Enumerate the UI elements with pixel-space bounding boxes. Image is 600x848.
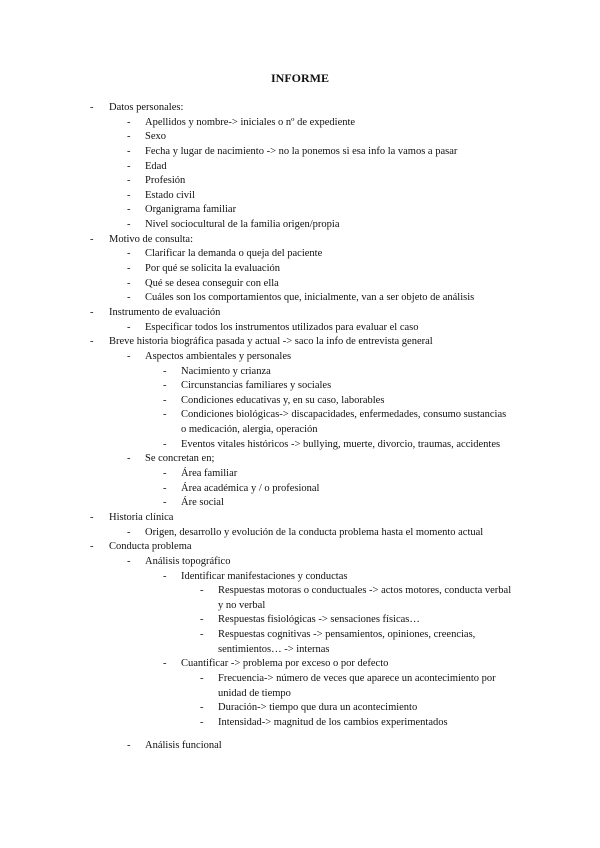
outline-item (0, 584, 600, 599)
outline-item-text: Breve historia biográfica pasada y actual -> saco la info de entrevista general (109, 336, 433, 348)
outline-item-text: Aspectos ambientales y personales (145, 350, 292, 362)
outline-item (0, 247, 600, 262)
outline-item (0, 716, 600, 731)
outline-item-text: Profesión (145, 175, 186, 187)
outline-item-text: Qué se desea conseguir con ella (145, 277, 279, 289)
outline-item-text: Motivo de consulta: (109, 233, 193, 245)
outline-item-text: Análisis funcional (145, 739, 222, 751)
outline-item-text: y no verbal (218, 599, 266, 611)
bullet-dash: - (127, 248, 131, 260)
outline-item (0, 511, 600, 526)
outline-item-text: Respuestas motoras o conductuales -> actos motores, conducta verbal (218, 585, 512, 597)
outline-item (0, 394, 600, 409)
outline-item-text: Historia clínica (109, 511, 174, 523)
bullet-dash: - (90, 541, 94, 553)
bullet-dash: - (127, 277, 131, 289)
outline-item (0, 189, 600, 204)
outline-item-text: Área académica y / o profesional (181, 482, 320, 494)
bullet-dash: - (90, 306, 94, 318)
document-body (0, 101, 600, 753)
outline-item (0, 174, 600, 189)
document-title: INFORME (271, 71, 329, 85)
outline-item (0, 452, 600, 467)
bullet-dash: - (163, 468, 167, 480)
outline-item (0, 687, 600, 702)
outline-item-text: Sexo (145, 131, 166, 143)
outline-item-text: Circunstancias familiares y sociales (181, 380, 332, 392)
outline-item (0, 145, 600, 160)
bullet-dash: - (200, 672, 204, 684)
outline-item (0, 116, 600, 131)
outline-item-text: Instrumento de evaluación (109, 306, 221, 318)
outline-item (0, 438, 600, 453)
bullet-dash: - (127, 204, 131, 216)
outline-item (0, 657, 600, 672)
outline-item (0, 203, 600, 218)
bullet-dash: - (127, 321, 131, 333)
outline-item-text: Organigrama familiar (145, 204, 237, 216)
outline-item (0, 408, 600, 423)
outline-item-text: Se concretan en; (145, 453, 215, 465)
bullet-dash: - (200, 614, 204, 626)
outline-item (0, 101, 600, 116)
outline-item-text: Frecuencia-> número de veces que aparece un acontecimiento por (218, 672, 496, 684)
outline-item-text: Identificar manifestaciones y conductas (181, 570, 348, 582)
outline-item (0, 482, 600, 497)
outline-item-text: Condiciones biológicas-> discapacidades, enfermedades, consumo sustancias (181, 409, 507, 421)
outline-item-text: Por qué se solicita la evaluación (145, 263, 280, 275)
outline-item-text: unidad de tiempo (218, 687, 291, 699)
outline-item (0, 643, 600, 658)
bullet-dash: - (127, 219, 131, 231)
outline-item (0, 555, 600, 570)
outline-item-text: Áre social (181, 497, 224, 509)
outline-item-text: Condiciones educativas y, en su caso, laborables (181, 394, 385, 406)
outline-item-text: Área familiar (181, 468, 238, 480)
bullet-dash: - (127, 292, 131, 304)
bullet-dash: - (127, 116, 131, 128)
bullet-dash: - (127, 175, 131, 187)
outline-item-text: Intensidad-> magnitud de los cambios experimentados (218, 716, 448, 728)
outline-item-text: Estado civil (145, 189, 195, 201)
outline-item (0, 218, 600, 233)
outline-item-text: Edad (145, 160, 167, 172)
outline-item (0, 423, 600, 438)
outline-item (0, 628, 600, 643)
outline-item (0, 672, 600, 687)
bullet-dash: - (200, 585, 204, 597)
outline-item-text: o medicación, alergia, operación (181, 424, 318, 436)
bullet-dash: - (127, 526, 131, 538)
outline-item (0, 335, 600, 350)
outline-item-text: Eventos vitales históricos -> bullying, muerte, divorcio, traumas, accidentes (181, 438, 501, 450)
outline-item (0, 262, 600, 277)
outline-item-text: sentimientos… -> internas (218, 643, 330, 655)
outline-item-text: Nivel sociocultural de la familia origen/propia (145, 219, 340, 231)
bullet-dash: - (163, 438, 167, 450)
bullet-dash: - (163, 570, 167, 582)
outline-item (0, 233, 600, 248)
bullet-dash: - (127, 739, 131, 751)
bullet-dash: - (163, 482, 167, 494)
outline-item-text: Análisis topográfico (145, 555, 231, 567)
outline-item-text: Fecha y lugar de nacimiento -> no la ponemos si esa info la vamos a pasar (145, 145, 458, 157)
bullet-dash: - (90, 336, 94, 348)
outline-item-text: Datos personales: (109, 102, 184, 113)
outline-item-text: Especificar todos los instrumentos utilizados para evaluar el caso (145, 321, 419, 333)
outline-item (0, 365, 600, 380)
bullet-dash: - (127, 263, 131, 275)
bullet-dash: - (200, 702, 204, 714)
outline-item (0, 321, 600, 336)
bullet-dash: - (127, 160, 131, 172)
outline-item-text: Respuestas fisiológicas -> sensaciones físicas… (218, 614, 420, 626)
bullet-dash: - (163, 380, 167, 392)
bullet-dash: - (127, 145, 131, 157)
bullet-dash: - (127, 350, 131, 362)
outline-item-text: Clarificar la demanda o queja del paciente (145, 248, 323, 260)
outline-item-text: Cuáles son los comportamientos que, inicialmente, van a ser objeto de análisis (145, 292, 475, 304)
outline-item (0, 540, 600, 555)
bullet-dash: - (163, 394, 167, 406)
outline-item-text: Duración-> tiempo que dura un acontecimiento (218, 702, 418, 714)
outline-item (0, 130, 600, 145)
outline-item-text: Origen, desarrollo y evolución de la conducta problema hasta el momento actual (145, 526, 484, 538)
bullet-dash: - (90, 511, 94, 523)
outline-item (0, 306, 600, 321)
bullet-dash: - (200, 629, 204, 641)
outline-item-text: Cuantificar -> problema por exceso o por defecto (181, 658, 389, 670)
outline-item (0, 599, 600, 614)
bullet-dash: - (127, 131, 131, 143)
outline-item (0, 291, 600, 306)
outline-item (0, 570, 600, 585)
bullet-dash: - (163, 409, 167, 421)
bullet-dash: - (163, 658, 167, 670)
outline-item (0, 613, 600, 628)
outline-item (0, 739, 600, 754)
bullet-dash: - (163, 497, 167, 509)
outline-item (0, 350, 600, 365)
bullet-dash: - (127, 555, 131, 567)
outline-item-text: Conducta problema (109, 541, 192, 553)
outline-item (0, 379, 600, 394)
bullet-dash: - (163, 365, 167, 377)
bullet-dash: - (200, 716, 204, 728)
outline-item-text: Respuestas cognitivas -> pensamientos, opiniones, creencias, (218, 629, 476, 641)
outline-item (0, 467, 600, 482)
bullet-dash: - (90, 233, 94, 245)
outline-item (0, 496, 600, 511)
bullet-dash: - (127, 189, 131, 201)
outline-item (0, 160, 600, 175)
outline-item (0, 701, 600, 716)
outline-item-text: Apellidos y nombre-> iniciales o nº de expediente (145, 116, 356, 128)
bullet-dash: - (90, 102, 94, 113)
bullet-dash: - (127, 453, 131, 465)
outline-item (0, 526, 600, 541)
outline-item-text: Nacimiento y crianza (181, 365, 271, 377)
outline-item (0, 277, 600, 292)
